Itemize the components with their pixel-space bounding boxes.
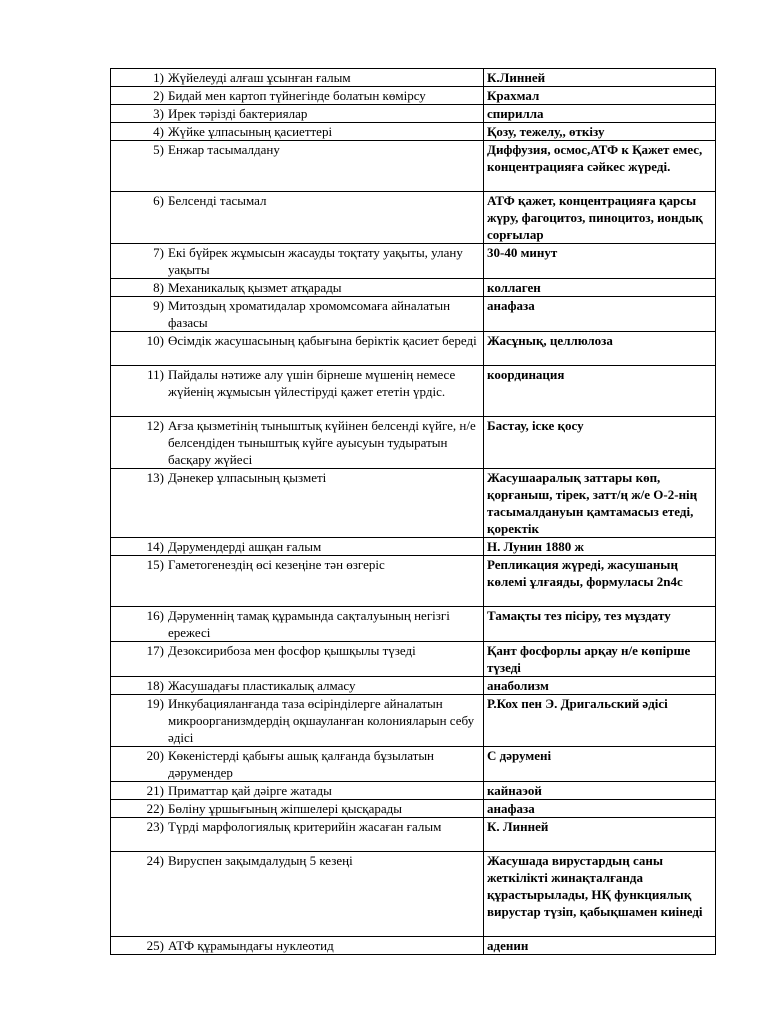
question-wrap [114,87,480,104]
table-row [111,87,716,105]
table-row [111,279,716,297]
answer-cell: Бастау, іске қосу [484,417,716,469]
question-number: 13) [146,470,164,485]
answer-cell: Қозу, тежелу,, өткізу [484,123,716,141]
question-number: 17) [146,643,164,658]
table-row [111,800,716,818]
answer-cell: аденин [484,937,716,955]
answer-cell: Диффузия, осмос,АТФ к Қажет емес, концентрацияға сәйкес жүреді. [484,141,716,192]
question-number: 14) [146,539,164,554]
question-number: 7) [153,245,164,260]
question-wrap [114,782,480,799]
answer-cell: Жасұнық, целлюлоза [484,332,716,366]
question-cell [111,642,484,677]
answer-cell: анаболизм [484,677,716,695]
question-wrap [114,105,480,122]
question-wrap [114,332,480,349]
question-wrap [114,538,480,555]
answer-cell: АТФ қажет, концентрацияға қарсы жүру, фагоцитоз, пиноцитоз, иондық сорғылар [484,192,716,244]
answer-cell: коллаген [484,279,716,297]
question-cell [111,800,484,818]
question-wrap [114,695,480,746]
qa-table [110,68,716,955]
question-number: 18) [146,678,164,693]
question-wrap [114,800,480,817]
question-text: Белсенді тасымал [168,193,267,208]
table-row [111,642,716,677]
question-text: Жасушадағы пластикалық алмасу [168,678,356,693]
question-wrap [114,852,480,869]
table-row [111,332,716,366]
question-wrap [114,677,480,694]
table-row [111,192,716,244]
table-row [111,782,716,800]
question-number: 16) [146,608,164,623]
question-text: Бөліну ұршығының жіпшелері қысқарады [168,801,402,816]
question-wrap [114,747,480,781]
question-cell [111,123,484,141]
question-cell [111,538,484,556]
question-cell [111,782,484,800]
question-text: Механикалық қызмет атқарады [168,280,342,295]
table-row [111,556,716,607]
answer-cell: К.Линней [484,69,716,87]
answer-cell: кайнаэой [484,782,716,800]
question-text: Вируспен зақымдалудың 5 кезеңі [168,853,353,868]
question-number: 24) [146,853,164,868]
question-wrap [114,818,480,835]
answer-cell: координация [484,366,716,417]
table-row [111,538,716,556]
answer-cell: Қант фосфорлы арқау н/е көпірше түзеді [484,642,716,677]
question-text: Митоздың хроматидалар хромомсомаға айналатын фазасы [168,298,451,330]
table-row [111,695,716,747]
answer-cell: Крахмал [484,87,716,105]
answer-cell: анафаза [484,800,716,818]
answer-cell: Тамақты тез пісіру, тез мұздату [484,607,716,642]
question-cell [111,105,484,123]
question-cell [111,469,484,538]
question-number: 11) [147,367,164,382]
question-text: Пайдалы нәтиже алу үшін бірнеше мүшенің немесе жүйенің жұмысын үйлестіруді қажет ететін үрдіс. [168,367,456,399]
question-wrap [114,297,480,331]
table-row [111,937,716,955]
answer-cell: Н. Лунин 1880 ж [484,538,716,556]
question-number: 3) [153,106,164,121]
question-cell [111,677,484,695]
table-row [111,105,716,123]
question-text: Түрді марфологиялық критерийін жасаған ғалым [168,819,442,834]
question-wrap [114,417,480,468]
answer-cell: анафаза [484,297,716,332]
question-text: Приматтар қай дәірге жатады [168,783,332,798]
question-cell [111,607,484,642]
question-wrap [114,607,480,641]
question-cell [111,69,484,87]
table-row [111,469,716,538]
question-cell [111,818,484,852]
question-number: 22) [146,801,164,816]
table-row [111,818,716,852]
question-cell [111,366,484,417]
question-wrap [114,642,480,659]
answer-cell: Репликация жүреді, жасушаның көлемі ұлғаяды, формуласы 2n4c [484,556,716,607]
question-wrap [114,69,480,86]
question-cell [111,297,484,332]
qa-table-body [111,69,716,955]
question-number: 9) [153,298,164,313]
question-text: Дәруменнің тамақ құрамында сақталуының негізгі ережесі [168,608,450,640]
question-cell [111,747,484,782]
table-row [111,244,716,279]
question-text: АТФ құрамындағы нуклеотид [168,938,334,953]
table-row [111,677,716,695]
question-number: 2) [153,88,164,103]
question-number: 12) [146,418,164,433]
question-number: 4) [153,124,164,139]
answer-cell: 30-40 минут [484,244,716,279]
question-text: Ағза қызметінің тыныштық күйінен белсенді күйге, н/е белсендіден тыныштық күйге ауысуын тудыратын басқару жүйесі [168,418,476,467]
question-cell [111,244,484,279]
question-number: 19) [146,696,164,711]
question-number: 25) [146,938,164,953]
question-cell [111,332,484,366]
table-row [111,297,716,332]
question-number: 20) [146,748,164,763]
question-text: Дәнекер ұлпасының қызметі [168,470,327,485]
question-text: Өсімдік жасушасының қабығына беріктік қасиет береді [168,333,477,348]
question-text: Инкубацияланғанда таза өсірінділерге айналатын микроорганизмдердің оқшауланған колонияларын себу әдісі [168,696,475,745]
question-wrap [114,244,480,278]
question-cell [111,417,484,469]
answer-cell: К. Линней [484,818,716,852]
question-text: Дәрумендерді ашқан ғалым [168,539,322,554]
question-cell [111,556,484,607]
question-number: 15) [146,557,164,572]
answer-cell: С дәрумені [484,747,716,782]
question-cell [111,279,484,297]
question-text: Бидай мен картоп түйнегінде болатын көмірсу [168,88,426,103]
table-row [111,852,716,937]
question-cell [111,695,484,747]
question-text: Жүйке ұлпасының қасиеттері [168,124,333,139]
answer-cell: Р.Кох пен Э. Дригальский әдісі [484,695,716,747]
question-text: Ирек тәрізді бактериялар [168,106,308,121]
question-wrap [114,937,480,954]
question-number: 8) [153,280,164,295]
question-number: 10) [146,333,164,348]
question-number: 5) [153,142,164,157]
question-number: 1) [153,70,164,85]
question-cell [111,192,484,244]
question-text: Жүйелеуді алғаш ұсынған ғалым [168,70,351,85]
question-wrap [114,469,480,486]
question-cell [111,141,484,192]
table-row [111,141,716,192]
table-row [111,366,716,417]
question-cell [111,852,484,937]
question-text: Екі бүйрек жұмысын жасауды тоқтату уақыты, улану уақыты [168,245,463,277]
question-wrap [114,123,480,140]
question-wrap [114,279,480,296]
question-wrap [114,556,480,573]
question-wrap [114,141,480,158]
table-row [111,69,716,87]
table-row [111,123,716,141]
question-text: Енжар тасымалдану [168,142,280,157]
question-number: 6) [153,193,164,208]
question-wrap [114,192,480,209]
question-text: Гаметогенездің өсі кезеңіне тән өзгеріс [168,557,385,572]
question-cell [111,937,484,955]
question-text: Дезоксирибоза мен фосфор қышқылы түзеді [168,643,416,658]
answer-cell: спирилла [484,105,716,123]
table-row [111,417,716,469]
question-text: Көкеністерді қабығы ашық қалғанда бұзылатын дәрумендер [168,748,435,780]
question-number: 23) [146,819,164,834]
answer-cell: Жасушада вирустардың саны жеткілікті жинақталғанда құрастырылады, НҚ функциялық вирустар түзіп, қабықшамен киінеді [484,852,716,937]
table-row [111,607,716,642]
question-cell [111,87,484,105]
table-row [111,747,716,782]
question-wrap [114,366,480,400]
answer-cell: Жасушааралық заттары көп, қорғаныш, тірек, затт/ң ж/е О-2-нің тасымалдануын қамтамасыз етеді, қоректік [484,469,716,538]
question-number: 21) [146,783,164,798]
